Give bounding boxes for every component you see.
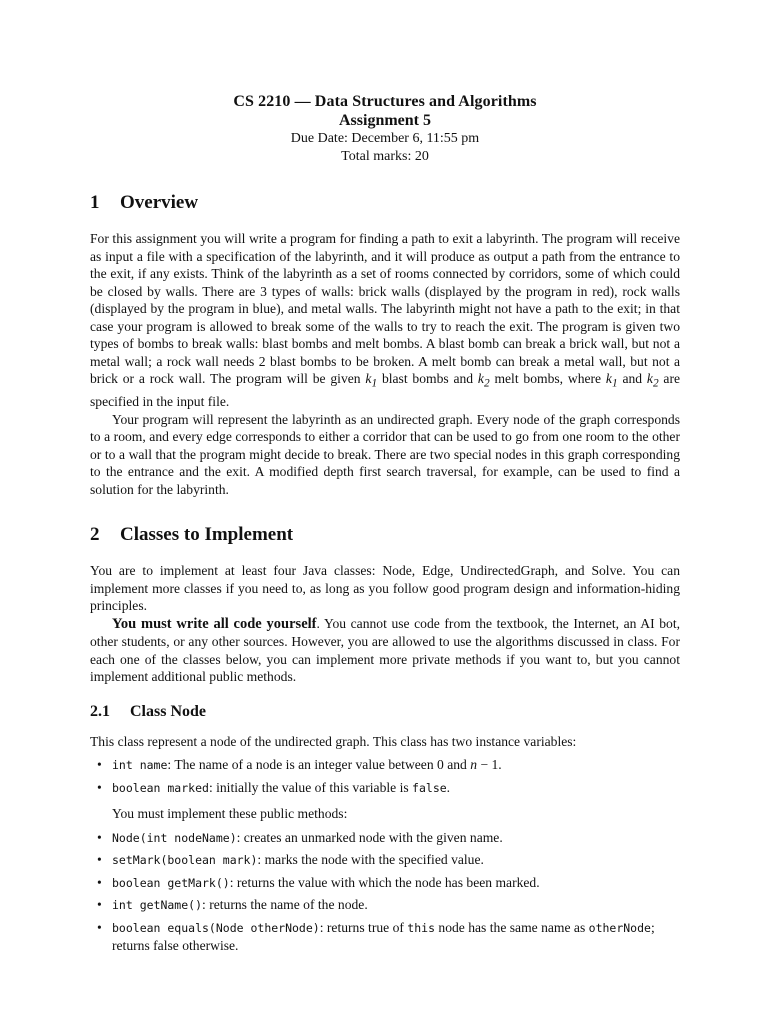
math-k xyxy=(605,371,618,390)
bold-lead: You must write all code yourself xyxy=(112,615,317,632)
section-number: 1 xyxy=(90,192,100,213)
code-run: int getName() xyxy=(112,898,203,913)
list-item xyxy=(112,896,680,915)
code-run: int name xyxy=(112,758,168,773)
math-k xyxy=(365,371,378,390)
text-run: . xyxy=(446,779,451,795)
code-run: boolean marked xyxy=(112,780,209,795)
section-number: 2 xyxy=(90,524,100,546)
text-run: . You cannot use code from the textbook, the Internet, an AI bot, other students, or any other sources. However, you are allowed to use the algorithms discussed in class. For each one of the classes below, you can implement more private methods if you want to, but you cannot implement additional public methods. xyxy=(90,615,680,685)
text-run: : initially the value of this variable is xyxy=(208,779,413,795)
section-2-heading xyxy=(90,524,680,546)
math-var: k xyxy=(365,371,372,386)
text-run: For this assignment you will write a program for finding a path to exit a labyrinth. The program will receive as input a file with a specification of the labyrinth, and it will produce as output a path from the entrance to the exit, if any exists. Think of the labyrinth as a set of rooms connected by corridors, some of which could be closed by walls. There are 3 types of walls: brick walls (displayed by the program in red), rock walls (displayed by the program in blue), and metal walls. The labyrinth might not have a path to the exit; in that case your program is allowed to break some of the walls to try to reach the exit. The program is given two types of bombs to break walls: blast bombs and melt bombs. A blast bomb can break a brick wall, but not a metal wall; a rock wall needs 2 blast bombs to be broken. A melt bomb can break a metal wall, but not a brick or a rock wall. The program will be given xyxy=(90,231,680,386)
classes-paragraph-1: You are to implement at least four Java classes: Node, Edge, UndirectedGraph, and Solve. You can implement more classes if you need to, as long as you follow good program design and information-hiding principles. xyxy=(90,563,680,614)
node-intro: This class represent a node of the undirected graph. This class has two instance variables: xyxy=(90,733,577,749)
course-title: CS 2210 — Data Structures and Algorithms xyxy=(233,93,537,110)
text-run: : returns the value with which the node has been marked. xyxy=(229,874,540,890)
text-run: node has the same name as xyxy=(435,919,589,935)
subsection-number: 2.1 xyxy=(90,702,110,720)
section-1-heading xyxy=(90,192,680,214)
math-var: k xyxy=(605,371,612,386)
list-item xyxy=(112,829,680,848)
text-run: : returns the name of the node. xyxy=(202,897,368,913)
classes-paragraph-2 xyxy=(90,615,680,686)
text-run: : returns true of xyxy=(319,919,408,935)
code-run: boolean equals(Node otherNode) xyxy=(112,920,320,935)
list-item xyxy=(112,756,680,775)
code-run: Node(int nodeName) xyxy=(112,830,237,845)
math-var: k xyxy=(477,371,484,386)
math-k xyxy=(477,371,490,390)
code-run: boolean getMark() xyxy=(112,875,230,890)
subsection-title: Class Node xyxy=(130,702,207,720)
math-k xyxy=(646,371,659,390)
math-sub: 1 xyxy=(611,377,618,390)
section-title: Classes to Implement xyxy=(120,524,294,546)
text-run: : The name of a node is an integer value between 0 and xyxy=(167,757,471,773)
text-run: and xyxy=(622,371,643,386)
code-run: false xyxy=(412,780,447,795)
code-run: this xyxy=(407,920,435,935)
section-title: Overview xyxy=(120,192,199,213)
overview-paragraph-2: Your program will represent the labyrinth as an undirected graph. Every node of the graph corresponds to a room, and every edge corresponds to either a corridor that can be used to go from one room to the other or to a wall that the program might decide to break. There are two special nodes in this graph corresponding to the entrance and the exit. A modified depth first search traversal, for example, can be used to find a solution for the labyrinth. xyxy=(90,411,680,497)
text-run: : marks the node with the specified value. xyxy=(257,852,484,868)
list-item xyxy=(112,874,680,893)
text-run: are specified in the input file. xyxy=(90,371,681,410)
overview-paragraph-1 xyxy=(90,230,680,411)
text-run: − 1. xyxy=(477,757,502,773)
math-sub: 1 xyxy=(371,377,378,390)
list-item xyxy=(112,779,680,798)
code-run: setMark(boolean mark) xyxy=(112,853,258,868)
math-n: n xyxy=(470,757,478,773)
list-item xyxy=(112,851,680,870)
text-run: : creates an unmarked node with the given name. xyxy=(236,829,503,845)
math-sub: 2 xyxy=(483,377,490,390)
text-run: melt bombs, where xyxy=(494,371,602,386)
code-run: otherNode xyxy=(588,920,651,935)
text-run: ; returns false otherwise. xyxy=(112,919,655,954)
math-var: k xyxy=(646,371,653,386)
methods-intro: You must implement these public methods: xyxy=(112,806,348,822)
title-block xyxy=(90,92,680,166)
total-marks: Total marks: 20 xyxy=(341,149,429,164)
due-date: Due Date: December 6, 11:55 pm xyxy=(290,131,480,146)
text-run: blast bombs and xyxy=(381,371,474,386)
assignment-title: Assignment 5 xyxy=(338,112,431,129)
subsection-2-1-heading xyxy=(90,702,680,722)
methods-list xyxy=(90,829,680,955)
instance-variable-list xyxy=(90,756,680,797)
math-sub: 2 xyxy=(652,377,659,390)
list-item xyxy=(112,919,680,955)
